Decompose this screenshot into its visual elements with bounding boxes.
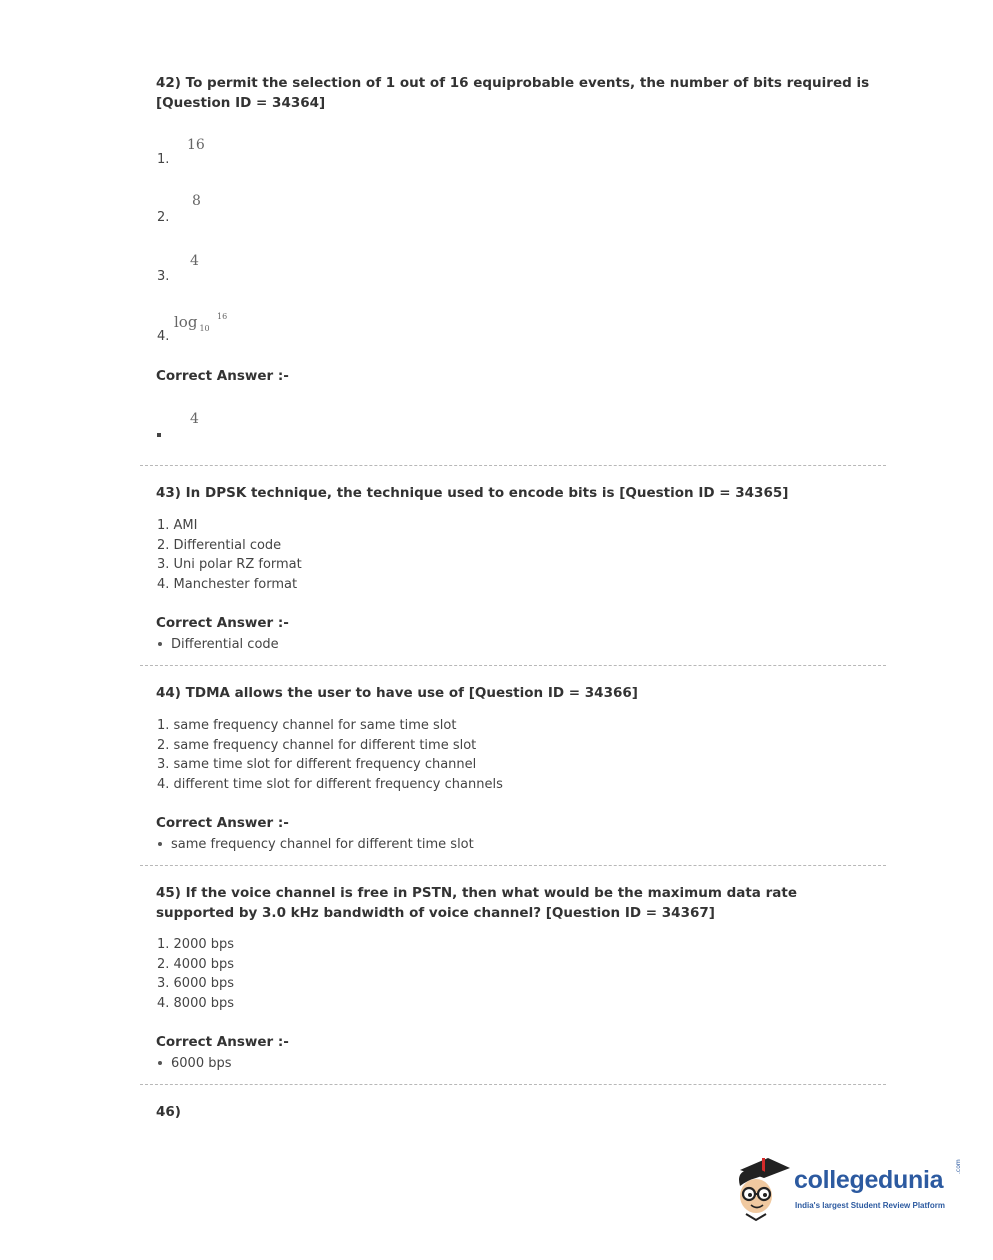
logo-domain-suffix: .com — [955, 1159, 962, 1174]
log-argument: 16 — [217, 312, 228, 321]
question-45-title: 45) If the voice channel is free in PSTN, then what would be the maximum data rate supported by 3.0 kHz bandwidth of voice channel? [Question ID = 34367] — [156, 885, 797, 921]
question-44-title: 44) TDMA allows the user to have use of [Question ID = 34366] — [156, 685, 638, 701]
q43-options — [157, 516, 302, 594]
q45-answer-text: 6000 bps — [171, 1056, 232, 1071]
q43-option-3: 3. Uni polar RZ format — [157, 557, 302, 572]
q42-option-1-value: 16 — [187, 137, 205, 153]
q42-option-4-number: 4. — [157, 329, 170, 344]
bullet-icon — [158, 1061, 162, 1065]
q42-answer-value: 4 — [190, 411, 199, 427]
q42-option-3-number: 3. — [157, 269, 170, 284]
logo-tagline: India's largest Student Review Platform — [795, 1201, 945, 1210]
q45-options — [157, 935, 234, 1013]
q44-options — [157, 716, 503, 794]
divider — [140, 665, 886, 666]
q42-option-2-number: 2. — [157, 210, 170, 225]
collegedunia-logo — [734, 1152, 966, 1224]
log-base: 10 — [199, 324, 210, 333]
q44-answer-text: same frequency channel for different time slot — [171, 837, 474, 852]
question-42-title: 42) To permit the selection of 1 out of 16 equiprobable events, the number of bits required is [Question ID = 34364] — [156, 75, 870, 111]
bullet-icon — [158, 842, 162, 846]
q45-option-3: 3. 6000 bps — [157, 976, 235, 991]
q45-option-1: 1. 2000 bps — [157, 937, 235, 952]
q45-option-4: 4. 8000 bps — [157, 995, 235, 1011]
question-46-title: 46) — [156, 1104, 181, 1120]
logo-wordmark: collegedunia — [794, 1166, 944, 1194]
q42-option-4-log-expression — [174, 312, 228, 333]
q44-option-2: 2. same frequency channel for different time slot — [157, 737, 477, 753]
divider — [140, 865, 886, 866]
question-43-title: 43) In DPSK technique, the technique used to encode bits is [Question ID = 34365] — [156, 485, 789, 501]
q45-answer — [157, 1056, 232, 1071]
q42-option-1-number: 1. — [157, 152, 170, 167]
q44-option-4: 4. different time slot for different frequency channels — [157, 776, 503, 792]
q45-option-2: 2. 4000 bps — [157, 956, 235, 972]
q42-option-2-value: 8 — [192, 193, 201, 209]
q42-answer-bullet — [157, 433, 161, 437]
q44-answer-heading: Correct Answer :- — [156, 815, 289, 831]
q43-option-2: 2. Differential code — [157, 537, 282, 553]
log-symbol: log — [174, 313, 198, 331]
q44-option-3: 3. same time slot for different frequency channel — [157, 757, 477, 772]
mascot-icon — [734, 1152, 794, 1224]
divider — [140, 465, 886, 466]
q43-option-4: 4. Manchester format — [157, 576, 298, 592]
q44-option-1: 1. same frequency channel for same time slot — [157, 718, 457, 733]
q43-option-1: 1. AMI — [157, 518, 198, 533]
q43-answer — [157, 637, 279, 652]
q42-option-3-value: 4 — [190, 253, 199, 269]
q44-answer — [157, 837, 474, 852]
q43-answer-heading: Correct Answer :- — [156, 615, 289, 631]
divider — [140, 1084, 886, 1085]
q43-answer-text: Differential code — [171, 637, 279, 652]
q45-answer-heading: Correct Answer :- — [156, 1034, 289, 1050]
q42-answer-heading: Correct Answer :- — [156, 368, 289, 384]
bullet-icon — [158, 642, 162, 646]
